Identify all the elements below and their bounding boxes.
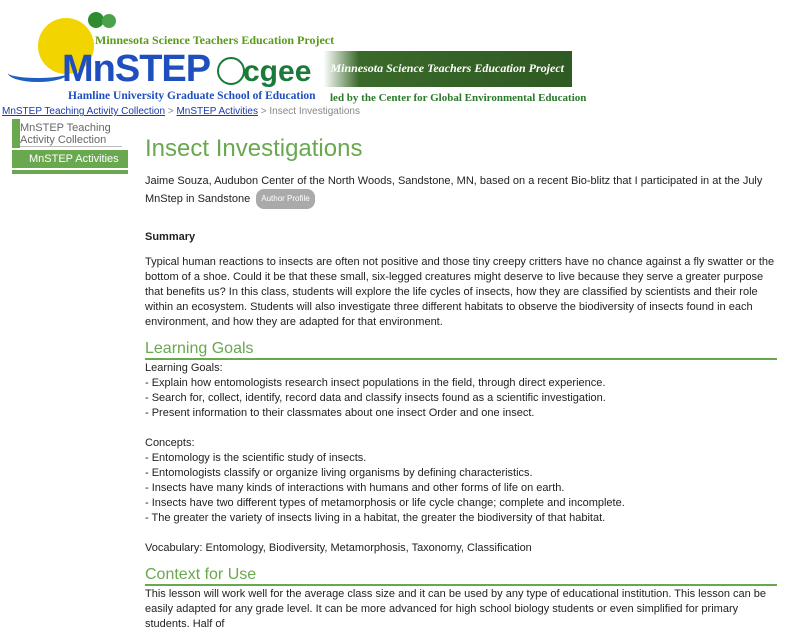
site-banner [0, 0, 800, 105]
page-title: Insect Investigations [145, 135, 363, 162]
breadcrumb-separator: > [260, 106, 267, 117]
breadcrumb [2, 106, 360, 117]
summary-text: Typical human reactions to insects are often not positive and those tiny creepy critters have no chance against a fly swatter or the bottom of a shoe. Could it be that these small, six-legged creatures might deserve to live because they serve a greater purpose that benefits us? In this class, students will explore the life cycles of insects, how they are classified by scientists and their role within an ecosystem. Students will also investigate three different habitats to observe the biodiversity of insects found in each environment, and how they are adapted for that environment. [145, 256, 775, 328]
learning-goals-list [145, 361, 777, 556]
sidebar-heading[interactable]: MnSTEP Teaching Activity Collection [12, 119, 128, 148]
list-item: Learning Goals: [145, 362, 223, 374]
cgee-project-text: Minnesota Science Teachers Education Project [330, 61, 564, 75]
globe-icon [217, 57, 245, 85]
breadcrumb-link-collection[interactable]: MnSTEP Teaching Activity Collection [2, 106, 166, 117]
list-item: - Present information to their classmates about one insect Order and one insect. [145, 407, 535, 419]
hamline-title: Hamline University Graduate School of Education [68, 90, 316, 102]
summary-heading: Summary [145, 231, 196, 243]
sidebar [12, 119, 128, 174]
list-item: - Entomology is the scientific study of insects. [145, 452, 367, 464]
author-line [145, 173, 777, 209]
vocabulary-text: Vocabulary: Entomology, Biodiversity, Metamorphosis, Taxonomy, Classification [145, 542, 532, 554]
breadcrumb-current: Insect Investigations [269, 106, 360, 117]
cgee-logo: cgee [243, 55, 312, 88]
context-text: This lesson will work well for the average class size and it can be used by any type of educational institution. This lesson can be easily adapted for any grade level. It can be more advanced for high school biology students or even simplified for primary students. Half of [145, 588, 767, 630]
author-text: Jaime Souza, Audubon Center of the North Woods, Sandstone, MN, based on a recent Bio-blitz that I participated in at the July MnStep in Sandstone [145, 175, 763, 205]
list-item: - The greater the variety of insects living in a habitat, the greater the biodiversity of that habitat. [145, 512, 606, 524]
list-item: - Explain how entomologists research insect populations in the field, through direct experience. [145, 377, 606, 389]
learning-goals-heading: Learning Goals [145, 340, 777, 360]
list-item: - Insects have many kinds of interactions with humans and other forms of life on earth. [145, 482, 565, 494]
list-item: - Entomologists classify or organize living organisms by defining characteristics. [145, 467, 533, 479]
author-profile-button[interactable]: Author Profile [256, 189, 314, 209]
list-item: - Search for, collect, identify, record data and classify insects found as a scientific investigation. [145, 392, 606, 404]
mnstep-logo[interactable]: MnSTEP [62, 48, 211, 90]
project-title: Minnesota Science Teachers Education Project [95, 33, 335, 47]
breadcrumb-separator: > [167, 106, 174, 117]
led-by-text: led by the Center for Global Environmental Education [330, 92, 587, 104]
breadcrumb-link-activities[interactable]: MnSTEP Activities [176, 106, 258, 117]
list-item: - Insects have two different types of metamorphosis or life cycle change; complete and incomplete. [145, 497, 625, 509]
sidebar-divider [12, 170, 128, 174]
context-heading: Context for Use [145, 566, 777, 586]
cgee-banner[interactable] [217, 51, 572, 87]
sidebar-item-activities[interactable]: MnSTEP Activities [12, 150, 128, 168]
water-icon [8, 64, 68, 82]
main-content [145, 130, 777, 632]
list-item: Concepts: [145, 437, 195, 449]
